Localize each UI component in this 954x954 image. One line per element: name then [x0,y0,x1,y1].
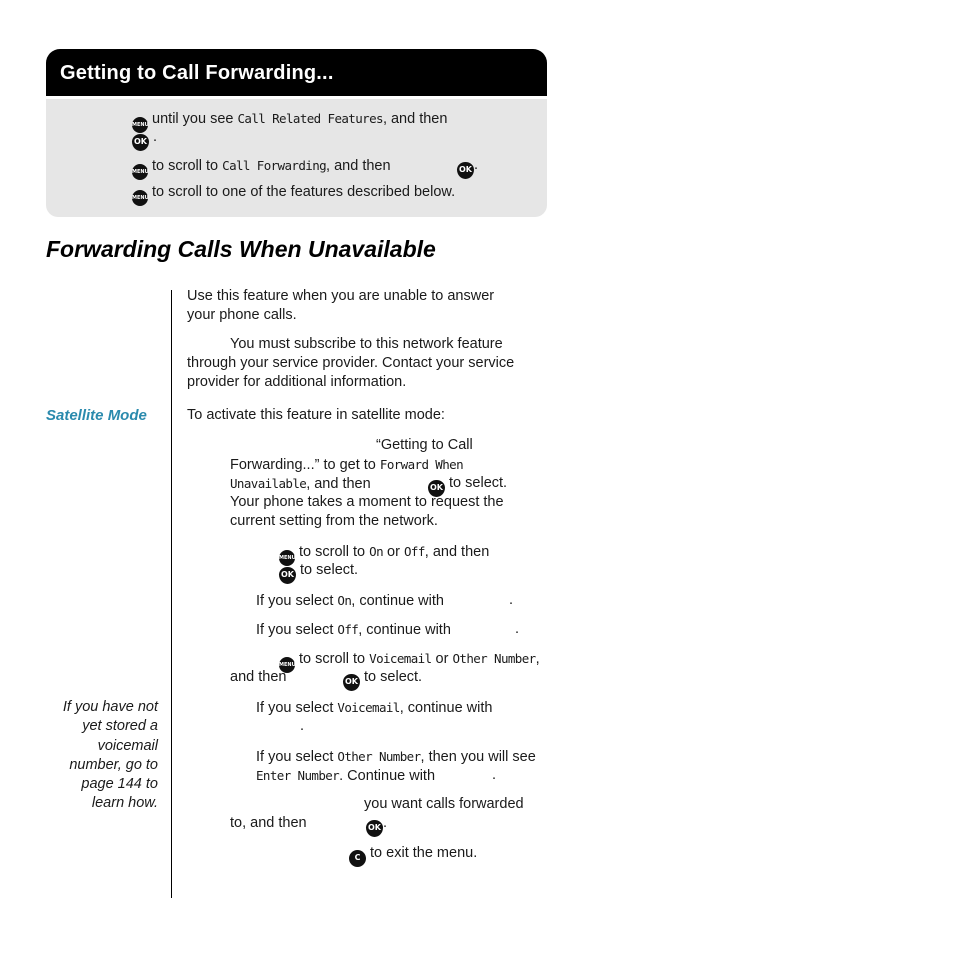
intro-line-2: your phone calls. [187,307,297,323]
step-3-ok: OK to select. [343,668,422,691]
menu-key-icon: MENU [132,190,148,206]
step-2-if-off: If you select Off, continue with [256,622,451,638]
step-2-line-1: MENU to scroll to On or Off, and then [279,542,489,566]
nav-step-2-ok: OK . [457,156,478,179]
step-1-ok: OK to select. [428,474,507,497]
step-3-if-voicemail-end: . [300,718,305,734]
column-divider [171,290,172,898]
menu-key-icon: MENU [132,164,148,180]
section-heading: Forwarding Calls When Unavailable [46,236,436,262]
ok-key-icon: OK [428,480,445,497]
intro-line-1: Use this feature when you are unable to answer [187,288,495,304]
step-2-line-2: OK to select. [279,561,358,584]
nav-step-1: MENU until you see Call Related Features, and then [132,109,447,133]
step-4-line-2: to, and then [230,815,307,831]
ok-key-icon: OK [132,134,149,151]
menu-key-icon: MENU [132,117,148,133]
menu-key-icon: MENU [279,550,295,566]
nav-step-1-cont: OK . [132,128,157,151]
step-2-if-off-end: . [515,621,520,637]
step-1-line-3: Unavailable, and then [230,476,371,492]
ok-key-icon: OK [343,674,360,691]
satellite-mode-label: Satellite Mode [46,407,147,424]
step-2-if-on: If you select On, continue with [256,593,444,609]
step-3-if-other: If you select Other Number, then you will see [256,749,536,765]
step-5: C to exit the menu. [349,844,477,867]
step-3-line-1: MENU to scroll to Voicemail or Other Number, [279,649,540,673]
step-4-ok: OK . [366,814,387,837]
note-line-2: through your service provider. Contact your service [187,355,515,371]
step-4-line-1: you want calls forwarded [364,796,524,812]
step-3-line-2: and then [230,669,287,685]
box-header [46,49,547,96]
step-1-line-1: “Getting to Call [376,437,473,453]
step-3-if-voicemail: If you select Voicemail, continue with [256,700,493,716]
ok-key-icon: OK [279,567,296,584]
clear-key-icon: C [349,850,366,867]
step-1-line-4: Your phone takes a moment to request the [230,494,504,510]
note-line-3: provider for additional information. [187,374,407,390]
ok-key-icon: OK [366,820,383,837]
menu-key-icon: MENU [279,657,295,673]
ok-key-icon: OK [457,162,474,179]
steps-lead: To activate this feature in satellite mode: [187,407,445,423]
nav-step-2: MENU to scroll to Call Forwarding, and then [132,156,391,180]
step-1-line-2: Forwarding...” to get to Forward When [230,457,464,473]
note-line-1: You must subscribe to this network feature [230,336,503,352]
step-3-if-other-end: . [492,767,497,783]
step-1-line-5: current setting from the network. [230,513,438,529]
voicemail-note: If you have not yet stored a voicemail number, go to page 144 to learn how. [62,699,158,812]
step-2-if-on-end: . [509,592,514,608]
step-3-if-other-2: Enter Number. Continue with [256,768,436,784]
box-title: Getting to Call Forwarding... [60,62,334,84]
nav-step-3: MENU to scroll to one of the features described below. [132,183,455,206]
